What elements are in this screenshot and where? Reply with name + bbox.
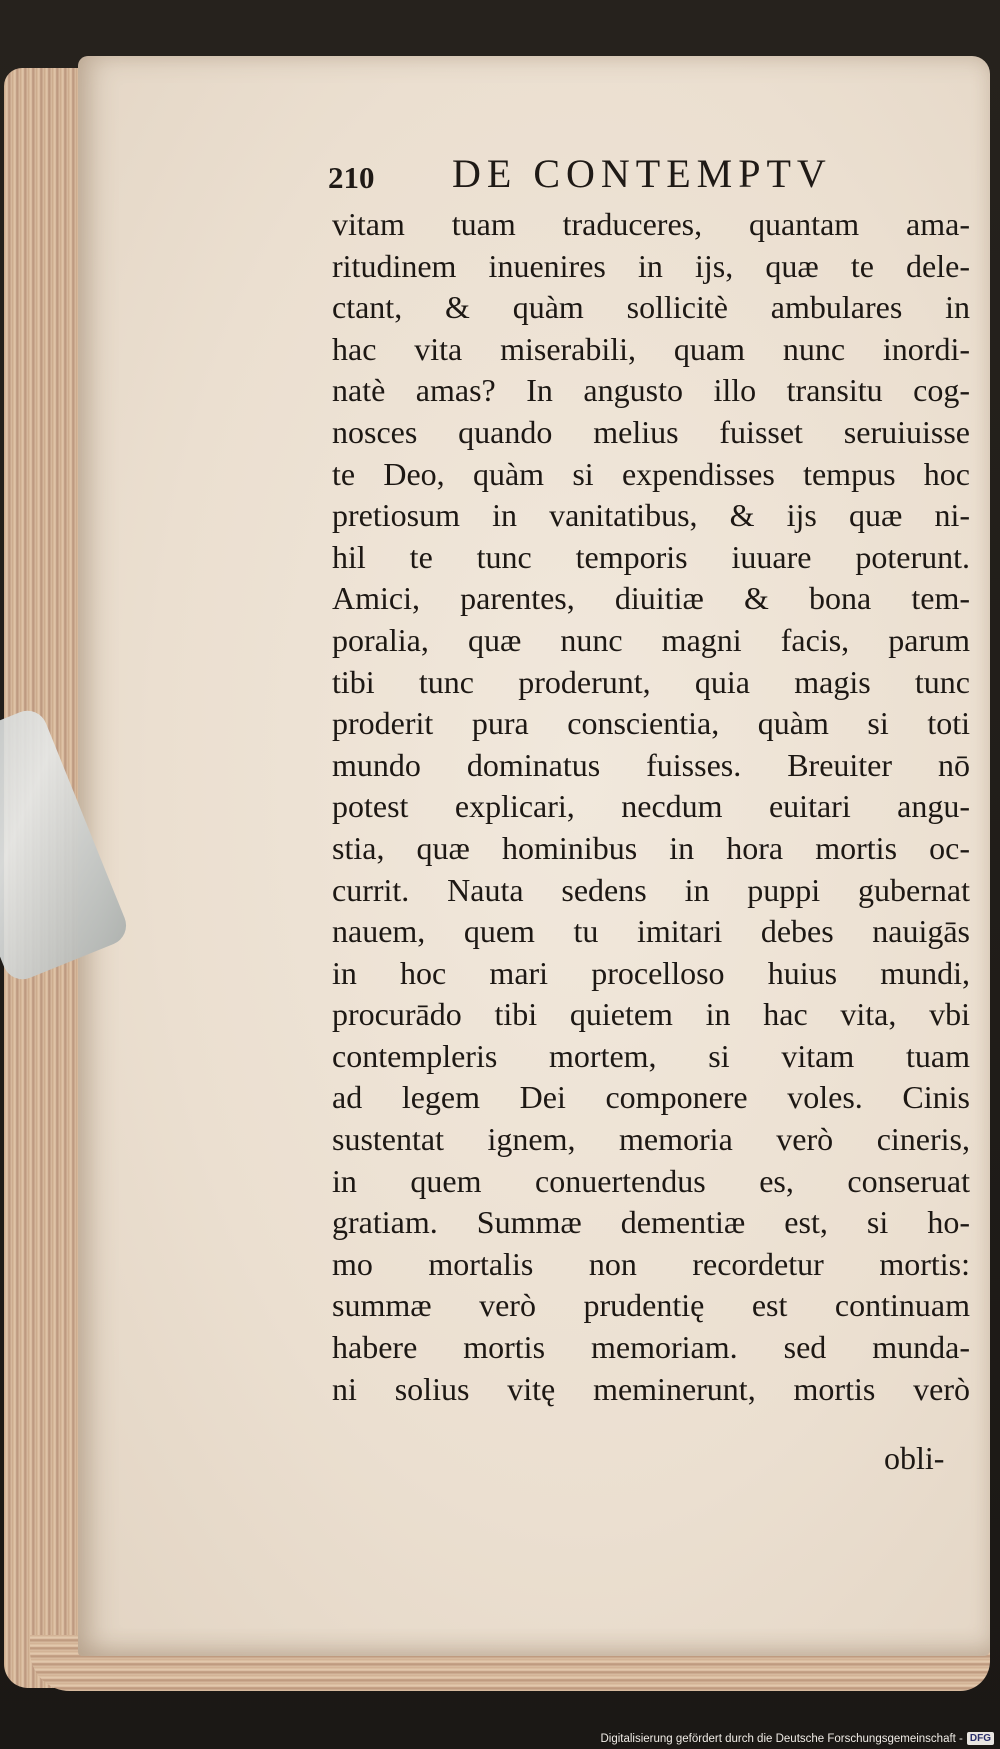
text-line: ad legem Dei componere voles. Cinis [332, 1079, 970, 1116]
page-number: 210 [328, 160, 375, 195]
dfg-logo: DFG [967, 1732, 994, 1745]
text-line: hil te tunc temporis iuuare poterunt. [332, 538, 970, 575]
text-line: potest explicari, necdum euitari angu- [332, 788, 970, 825]
text-line: currit. Nauta sedens in puppi gubernat [332, 871, 970, 908]
text-line: gratiam. Summæ dementiæ est, si ho- [332, 1204, 970, 1241]
text-line: ctant, & quàm sollicitè ambulares in [332, 289, 970, 326]
credit-text: Digitalisierung gefördert durch die Deutsche Forschungsgemeinschaft - [600, 1732, 963, 1745]
text-line: hac vita miserabili, quam nunc inordi- [332, 330, 970, 367]
digitization-credit [600, 1732, 994, 1745]
text-line: poralia, quæ nunc magni facis, parum [332, 621, 970, 658]
text-line: ritudinem inuenires in ijs, quæ te dele- [332, 247, 970, 284]
text-line: tibi tunc proderunt, quia magis tunc [332, 663, 970, 700]
text-line: pretiosum in vanitatibus, & ijs quæ ni- [332, 497, 970, 534]
page-text [332, 204, 970, 1410]
page-header [328, 150, 968, 200]
text-line: ni solius vitę meminerunt, mortis verò [332, 1370, 970, 1407]
text-line: mundo dominatus fuisses. Breuiter nō [332, 746, 970, 783]
text-line: sustentat ignem, memoria verò cineris, [332, 1121, 970, 1158]
text-line: mo mortalis non recordetur mortis: [332, 1245, 970, 1282]
text-line: procurādo tibi quietem in hac vita, vbi [332, 996, 970, 1033]
running-title: DE CONTEMPTV [452, 151, 832, 196]
text-line: contempleris mortem, si vitam tuam [332, 1037, 970, 1074]
text-line: summæ verò prudentię est continuam [332, 1287, 970, 1324]
text-line: stia, quæ hominibus in hora mortis oc- [332, 829, 970, 866]
text-line: proderit pura conscientia, quàm si toti [332, 705, 970, 742]
text-line: vitam tuam traduceres, quantam ama- [332, 206, 970, 242]
text-line: habere mortis memoriam. sed munda- [332, 1329, 970, 1366]
text-line: nauem, quem tu imitari debes nauigās [332, 913, 970, 950]
text-line: in hoc mari procelloso huius mundi, [332, 954, 970, 991]
text-line: natè amas? In angusto illo transitu cog- [332, 372, 970, 409]
text-line: in quem conuertendus es, conseruat [332, 1162, 970, 1199]
text-line: nosces quando melius fuisset seruiuisse [332, 413, 970, 450]
catchword: obli- [884, 1440, 945, 1476]
text-line: te Deo, quàm si expendisses tempus hoc [332, 455, 970, 492]
text-line: Amici, parentes, diuitiæ & bona tem- [332, 580, 970, 617]
